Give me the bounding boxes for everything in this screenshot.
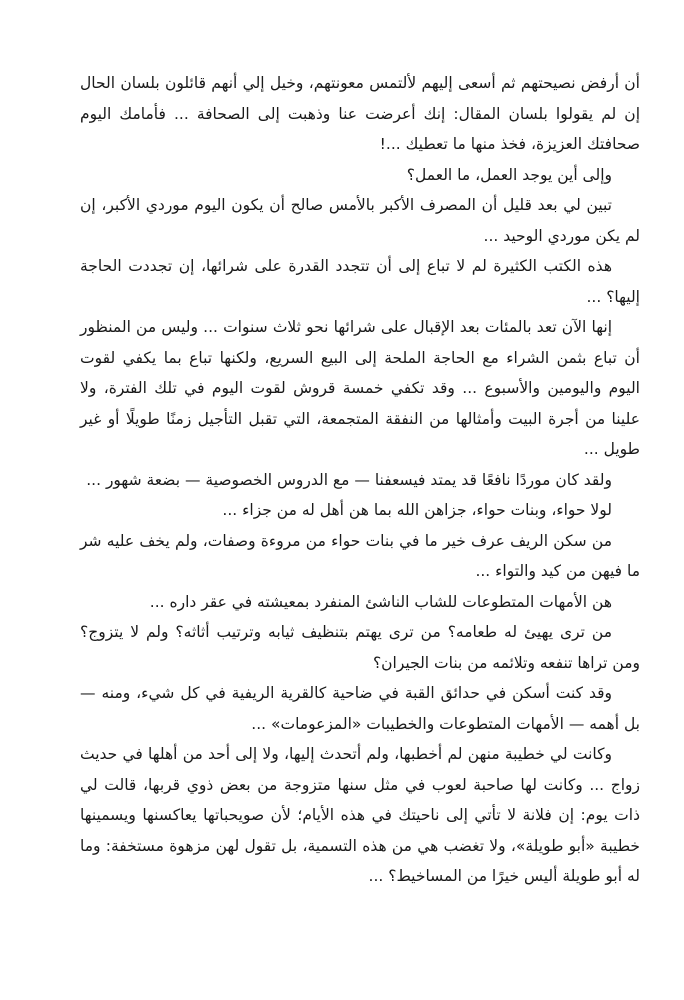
paragraph-8: من سكن الريف عرف خير ما في بنات حواء من مروءة وصفات، ولم يخف عليه شر ما فيهن من كيد والتواء ... <box>80 531 640 580</box>
paragraph-11: وقد كنت أسكن في حدائق القبة في ضاحية كالقرية الريفية في كل شيء، ومنه — بل أهمه — الأمهات المتطوعات والخطيبات «المزعومات» ... <box>80 684 640 733</box>
document-page <box>80 68 640 892</box>
paragraph-5: إنها الآن تعد بالمئات بعد الإقبال على شرائها نحو ثلاث سنوات ... وليس من المنظور أن تباع بثمن الشراء مع الحاجة الملحة إلى البيع السريع، ولكنها تباع بما يكفي لقوت اليوم واليومين والأسبوع ... وقد تكفي خمسة قروش لقوت اليوم في تلك الفترة، ولا علينا من أجرة البيت وأمثالها من النفقة المتجمعة، التي تقبل التأجيل زمنًا طويلًا أو غير طويل ... <box>80 318 640 458</box>
paragraph-4: هذه الكتب الكثيرة لم لا تباع إلى أن تتجدد القدرة على شرائها، إن تجددت الحاجة إليها؟ ... <box>80 257 640 306</box>
paragraph-6: ولقد كان موردًا نافعًا قد يمتد فيسعفنا — مع الدروس الخصوصية — بضعة شهور ... <box>86 470 612 489</box>
paragraph-3: تبين لي بعد قليل أن المصرف الأكبر بالأمس صالح أن يكون اليوم موردي الأكبر، إن لم يكن موردي الوحيد ... <box>80 196 640 245</box>
paragraph-7: لولا حواء، وبنات حواء، جزاهن الله بما هن أهل له من جزاء ... <box>222 501 612 519</box>
paragraph-1: أن أرفض نصيحتهم ثم أسعى إليهم لألتمس معونتهم، وخيل إلي أنهم قائلون بلسان الحال إن لم يقولوا بلسان المقال: إنك أعرضت عنا وذهبت إلى الصحافة ... فأمامك اليوم صحافتك العزيزة، فخذ منها ما تعطيك ...! <box>80 74 640 153</box>
paragraph-10: من ترى يهيئ له طعامه؟ من ترى يهتم بتنظيف ثيابه وترتيب أثاثه؟ ولم لا يتزوج؟ ومن تراها تنفعه وتلائمه من بنات الجيران؟ <box>80 623 640 672</box>
paragraph-2: وإلى أين يوجد العمل، ما العمل؟ <box>406 165 612 184</box>
paragraph-12: وكانت لي خطيبة منهن لم أخطبها، ولم أتحدث إليها، ولا إلى أحد من أهلها في حديث زواج ... وكانت لها صاحبة لعوب في مثل سنها متزوجة من بعض ذوي قربها، قالت لي ذات يوم: إن فلانة لا تأتي إلى ناحيتك في هذه الأيام؛ لأن صويحباتها يعاكسنها ويسمينها خطيبة «أبو طويلة»، ولا تغضب هي من هذه التسمية، بل تقول لهن مزهوة مستخفة: وما له أبو طويلة أليس خيرًا من المساخيط؟ ... <box>80 745 640 885</box>
paragraph-9: هن الأمهات المتطوعات للشاب الناشئ المنفرد بمعيشته في عقر داره ... <box>149 592 612 611</box>
